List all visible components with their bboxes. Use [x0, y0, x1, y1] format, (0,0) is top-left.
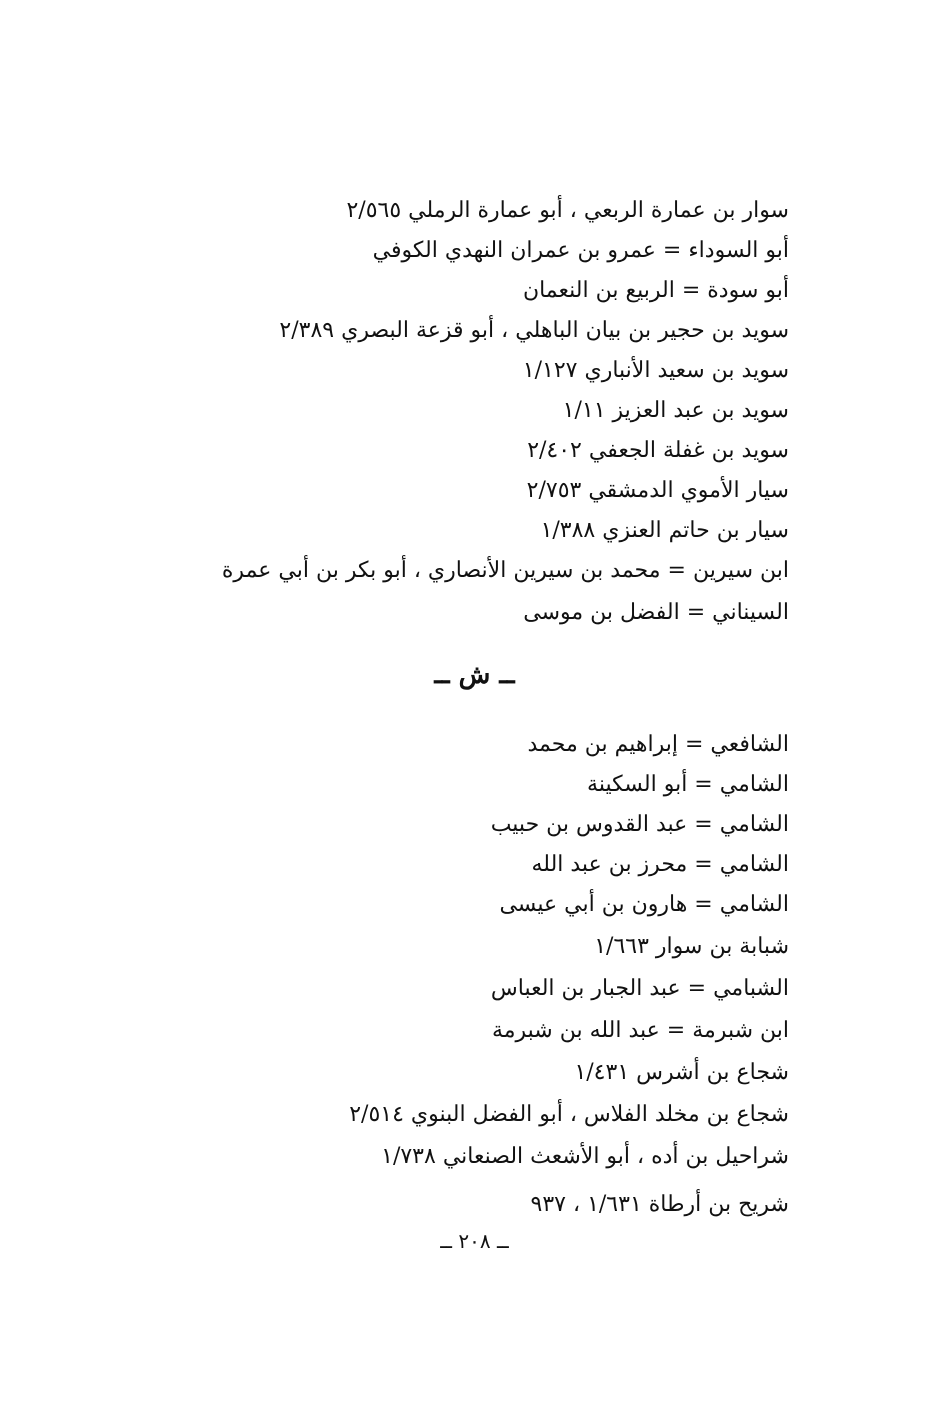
index-entry: أبو السوداء = عمرو بن عمران النهدي الكوفي — [372, 238, 789, 263]
index-entry: الشامي = هارون بن أبي عيسى — [499, 892, 789, 917]
index-entry: ابن سيرين = محمد بن سيرين الأنصاري ، أبو بكر بن أبي عمرة — [221, 558, 789, 583]
index-entry: السيناني = الفضل بن موسى — [523, 600, 789, 625]
index-entry: الشامي = عبد القدوس بن حبيب — [490, 812, 789, 837]
index-entry: سيار الأموي الدمشقي ٢/٧٥٣ — [526, 478, 789, 503]
index-entry: الشامي = أبو السكينة — [587, 772, 789, 797]
index-entry: ابن شبرمة = عبد الله بن شبرمة — [491, 1018, 789, 1043]
index-entry: سيار بن حاتم العنزي ١/٣٨٨ — [540, 518, 789, 543]
index-entry: شراحيل بن أده ، أبو الأشعث الصنعاني ١/٧٣٨ — [381, 1144, 789, 1169]
index-entry: أبو سودة = الربيع بن النعمان — [522, 278, 789, 303]
index-entry: الشافعي = إبراهيم بن محمد — [527, 732, 789, 757]
index-entry: سويد بن سعيد الأنباري ١/١٢٧ — [522, 358, 789, 383]
index-entry: شريح بن أرطاة ١/٦٣١ ، ٩٣٧ — [530, 1192, 789, 1217]
index-entry: سويد بن غفلة الجعفي ٢/٤٠٢ — [527, 438, 789, 463]
index-entry: سوار بن عمارة الربعي ، أبو عمارة الرملي ٢/٥٦٥ — [346, 198, 789, 223]
index-entry: سويد بن حجير بن بيان الباهلي ، أبو قزعة البصري ٢/٣٨٩ — [279, 318, 789, 343]
index-entry: الشبامي = عبد الجبار بن العباس — [490, 976, 789, 1001]
section-heading: ــ ش ــ — [434, 660, 515, 690]
index-entry: شجاع بن أشرس ١/٤٣١ — [574, 1060, 789, 1085]
index-entry: سويد بن عبد العزيز ١/١١ — [562, 398, 789, 423]
index-entry: الشامي = محرز بن عبد الله — [531, 852, 789, 877]
index-entry: شبابة بن سوار ١/٦٦٣ — [594, 934, 789, 959]
index-entry: شجاع بن مخلد الفلاس ، أبو الفضل البنوي ٢/٥١٤ — [349, 1102, 789, 1127]
page-number: ــ ٢٠٨ ــ — [440, 1229, 509, 1253]
